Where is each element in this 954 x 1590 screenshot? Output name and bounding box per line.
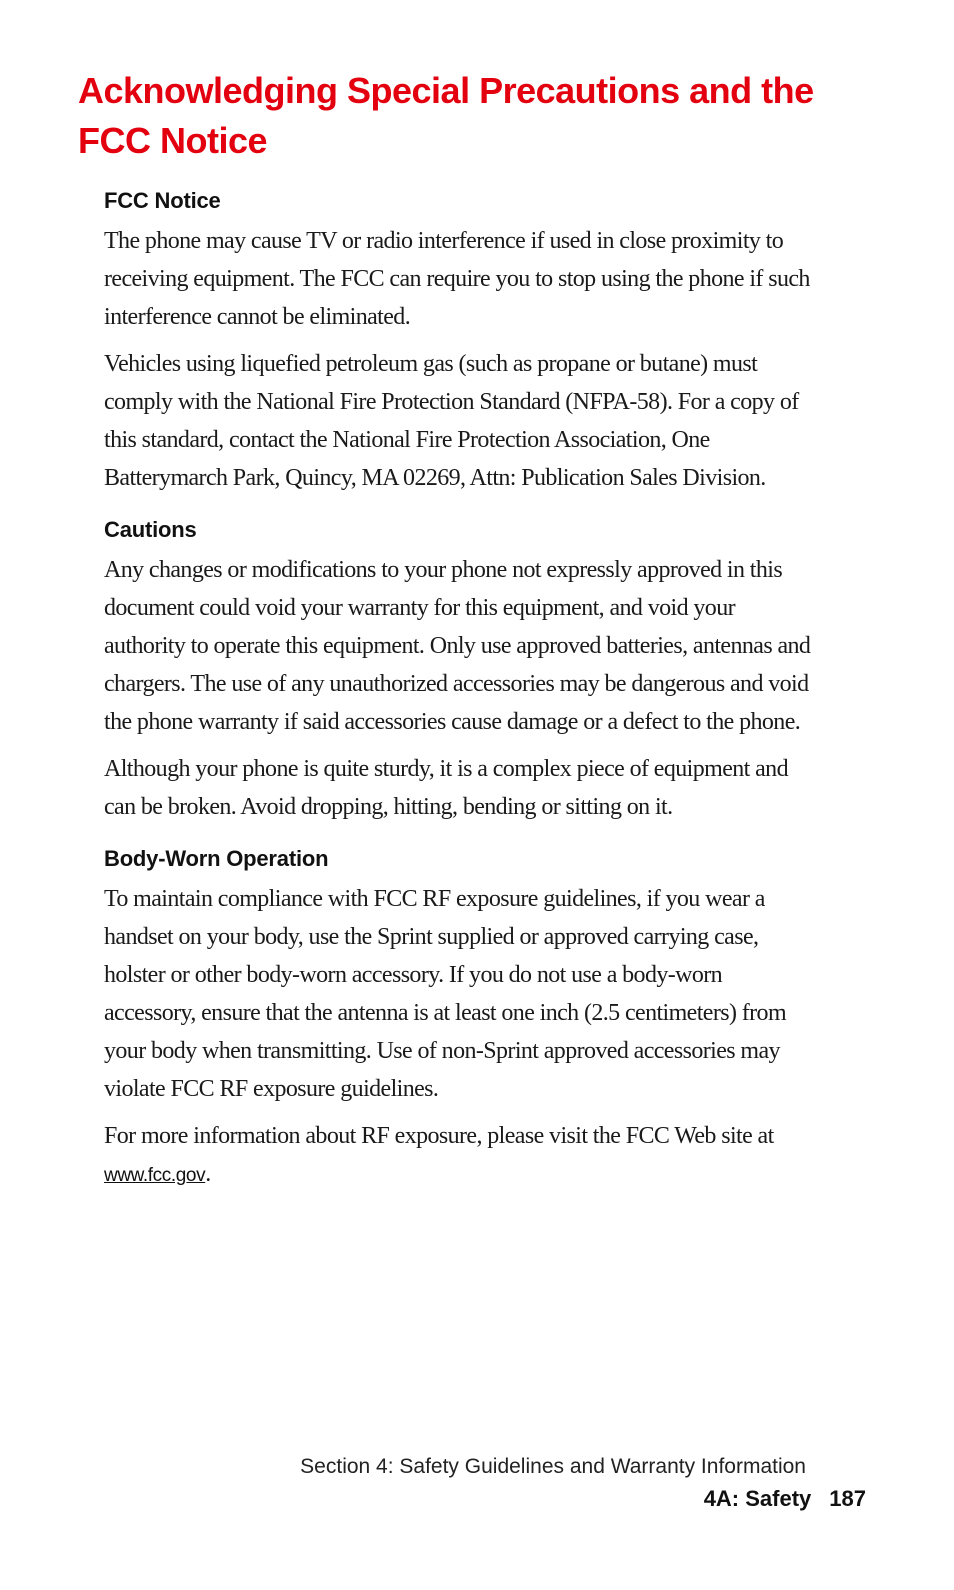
section-heading: FCC Notice — [104, 188, 221, 213]
paragraph: To maintain compliance with FCC RF exposure guidelines, if you wear a handset on your body, use the Sprint supplied or approved carrying case, holster or other body-worn accessory. If you do not use a body-worn accessory, ensure that the antenna is at least one inch (2.5 centimeters) from your body when transmitting. Use of non-Sprint approved accessories may violate FCC RF exposure guidelines. — [104, 886, 787, 1102]
footer-page-indicator — [704, 1484, 866, 1514]
footer-chapter: 4A: Safety — [703, 1486, 812, 1511]
footer-section-label: Section 4: Safety Guidelines and Warranty Information — [300, 1455, 806, 1478]
section-body-worn-operation — [104, 844, 816, 1195]
page-content — [104, 186, 816, 1204]
page-title: Acknowledging Special Precautions and the FCC Notice — [78, 70, 814, 161]
more-info-paragraph — [104, 1117, 816, 1195]
section-heading: Cautions — [104, 517, 197, 542]
section-fcc-notice — [104, 186, 816, 497]
more-info-text: For more information about RF exposure, please visit the FCC Web site at — [104, 1123, 774, 1149]
paragraph: Any changes or modifications to your phone not expressly approved in this document could void your warranty for this equipment, and void your authority to operate this equipment. Only use approved batteries, antennas and chargers. The use of any unauthorized accessories may be dangerous and void the phone warranty if said accessories cause damage or a defect to the phone. — [104, 557, 811, 735]
paragraph: Although your phone is quite sturdy, it is a complex piece of equipment and can be broken. Avoid dropping, hitting, bending or sitting on it. — [104, 756, 788, 820]
page-number: 187 — [829, 1486, 866, 1511]
paragraph: The phone may cause TV or radio interference if used in close proximity to receiving equipment. The FCC can require you to stop using the phone if such interference cannot be eliminated. — [104, 228, 810, 330]
paragraph: Vehicles using liquefied petroleum gas (such as propane or butane) must comply with the National Fire Protection Standard (NFPA-58). For a copy of this standard, contact the National Fire Protection Association, One Batterymarch Park, Quincy, MA 02269, Attn: Publication Sales Division. — [104, 351, 799, 491]
section-heading: Body-Worn Operation — [104, 846, 329, 871]
fcc-website-link[interactable]: www.fcc.gov — [104, 1165, 206, 1186]
section-cautions — [104, 515, 816, 826]
more-info-suffix: . — [205, 1161, 211, 1187]
